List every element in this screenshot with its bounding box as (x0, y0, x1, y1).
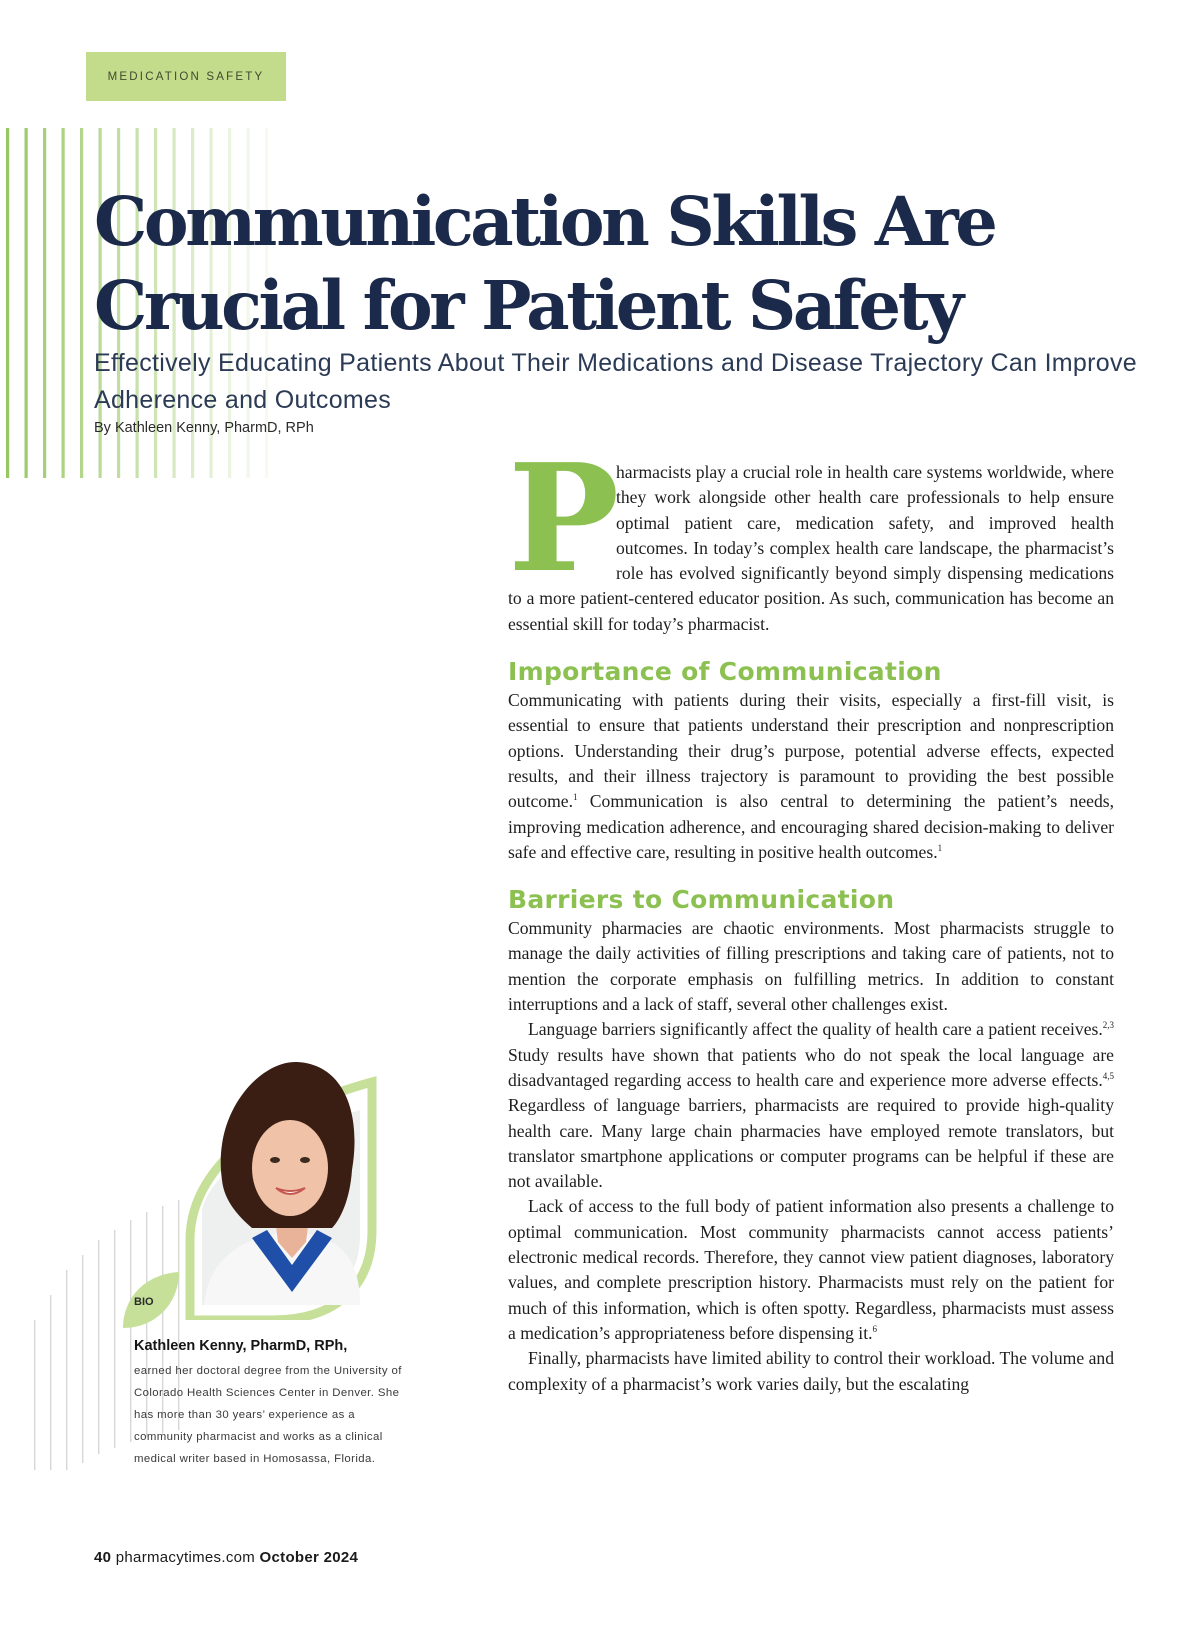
drop-cap: P (508, 431, 620, 605)
article-subtitle: Effectively Educating Patients About Their Medications and Disease Trajectory Can Improve Adherence and Outcomes (94, 349, 1137, 414)
barriers-paragraph-4: Finally, pharmacists have limited ability to control their workload. The volume and complexity of a pharmacist’s work varies daily, but the escalating (508, 1348, 1114, 1394)
section-heading-importance: Importance of Communication (508, 657, 942, 687)
intro-paragraph (508, 431, 1114, 637)
author-photo (182, 1060, 402, 1320)
decorative-stripe (82, 1255, 83, 1463)
barriers-paragraph-2: Language barriers significantly affect the quality of health care a patient receives.$^{2,3}$ Study results have shown that patients who do not speak the local language are disadvantaged regarding access to health care and experience more adverse effects.$^{4,5}$ Regardless of language barriers, pharmacists are required to provide high-quality health care. Many large chain pharmacies have employed remote translators, but translator smartphone applications or computer programs can be helpful if these are not available. (508, 1019, 1114, 1192)
decorative-stripe (50, 1295, 51, 1470)
footer-site: pharmacytimes.com (115, 1549, 256, 1566)
decorative-stripe (62, 128, 65, 478)
citation: 1 (572, 792, 578, 803)
decorative-stripe (34, 1320, 35, 1470)
decorative-stripe (98, 1240, 99, 1454)
citation: 2,3 (1102, 1020, 1114, 1031)
page-number: 40 (94, 1549, 112, 1566)
bio-name: Kathleen Kenny, PharmD, RPh, (134, 1338, 348, 1354)
citation: 1 (937, 843, 943, 853)
footer-issue: October 2024 (259, 1549, 359, 1566)
bio-text: earned her doctoral degree from the University of Colorado Health Sciences Center in Denver. She has more than 30 years’ experience as a community pharmacist and works as a clinical medical writer based in Homosassa, Florida. (134, 1365, 402, 1465)
page-footer (94, 1549, 358, 1566)
article-body (508, 431, 1114, 1397)
decorative-stripe (114, 1230, 115, 1448)
decorative-stripe (25, 128, 28, 478)
decorative-stripe (43, 128, 46, 478)
byline: By Kathleen Kenny, PharmD, RPh (94, 420, 314, 436)
decorative-stripe (80, 128, 83, 478)
importance-paragraph: Communicating with patients during their visits, especially a first-fill visit, is essential to ensure that patients understand their prescription and nonprescription options. Understanding their drug’s purpose, potential adverse effects, expected results, and their illness trajectory is paramount to providing the best possible outcome.$^1$ Communication is also central to determining the patient’s needs, improving medication adherence, and encouraging shared decision-making to deliver safe and effective care, resulting in positive health outcomes.$^1$ (508, 690, 1114, 862)
intro-text: harmacists play a crucial role in health care systems worldwide, where they work alongside other health care professionals to help ensure optimal patient care, medication safety, and improved health outcomes. In today’s complex health care landscape, the pharmacist’s role has evolved significantly beyond simply dispensing medications to a more patient-centered educator position. As such, communication has become an essential skill for today’s pharmacist. (508, 462, 1114, 634)
bio-label: BIO (134, 1296, 154, 1308)
decorative-stripe (130, 1220, 131, 1442)
section-heading-barriers: Barriers to Communication (508, 885, 895, 915)
section-tag: MEDICATION SAFETY (86, 52, 286, 101)
article-title: Communication Skills Are Crucial for Patient Safety (94, 182, 995, 345)
citation: 6 (872, 1324, 877, 1335)
citation: 4,5 (1102, 1071, 1114, 1082)
decorative-stripe (66, 1270, 67, 1470)
decorative-stripe (6, 128, 9, 478)
barriers-paragraph-1: Community pharmacies are chaotic environments. Most pharmacists struggle to manage the daily activities of filling prescriptions and taking care of patients, not to mention the corporate emphasis on fulfilling metrics. In addition to constant interruptions and a lack of staff, several other challenges exist. (508, 918, 1114, 1015)
barriers-paragraph-3: Lack of access to the full body of patient information also presents a challenge to optimal communication. Most community pharmacists cannot access patients’ electronic medical records. Therefore, they cannot view patient diagnoses, laboratory values, and complete prescription history. Pharmacists must rely on the patient for much of this information, which is often spotty. Regardless, pharmacists must assess a medication’s appropriateness before dispensing it.$^6$ (508, 1196, 1114, 1343)
